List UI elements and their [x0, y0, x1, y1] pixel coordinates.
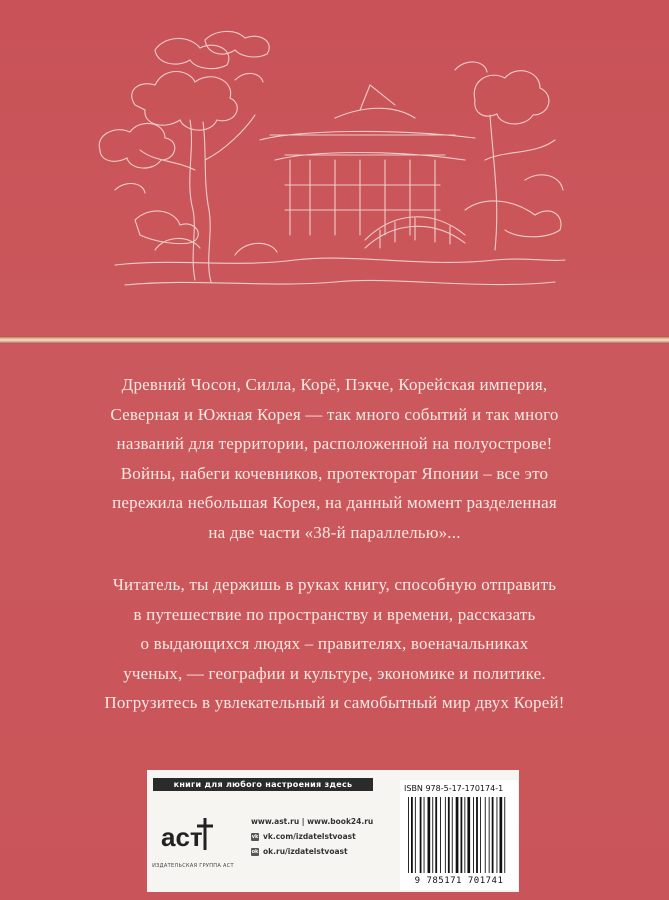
- barcode-bar: [473, 797, 474, 873]
- publisher-links: [251, 814, 373, 859]
- barcode-bar: [467, 797, 470, 873]
- barcode-bar: [432, 797, 433, 873]
- barcode-bar: [420, 797, 422, 873]
- ok-icon: ok: [251, 848, 259, 855]
- vk-link[interactable]: vk.com/izdatelstvoast: [263, 832, 356, 841]
- barcode-bar: [456, 797, 459, 873]
- barcode-bar: [424, 797, 425, 873]
- publisher-footer-panel: [147, 770, 519, 892]
- barcode-graphic: [406, 797, 514, 875]
- barcode-bar: [504, 797, 505, 873]
- barcode-bar: [448, 797, 450, 873]
- blurb-line: Северная и Южная Корея — так много событий и так много: [110, 404, 559, 424]
- barcode-bar: [492, 797, 494, 873]
- barcode-bar: [500, 797, 503, 873]
- blurb-line: о выдающихся людях – правителях, военачальниках: [140, 634, 529, 653]
- blurb-line: в путешествие по пространству и времени, рассказать: [133, 604, 536, 624]
- barcode-bar: [485, 797, 486, 873]
- barcode-bar: [440, 797, 441, 873]
- barcode-digits: 9 785171 701741: [414, 876, 504, 886]
- publisher-name: ИЗДАТЕЛЬСКАЯ ГРУППА АСТ: [152, 863, 234, 869]
- barcode-bar: [497, 797, 498, 873]
- gold-divider-band: [0, 336, 669, 344]
- barcode-bar: [452, 797, 453, 873]
- blurb-line: Войны, набеги кочевников, протекторат Японии – все это: [120, 463, 549, 483]
- ok-link[interactable]: ok.ru/izdatelstvoast: [263, 847, 348, 856]
- vk-icon: vk: [251, 833, 259, 840]
- tagline-banner: книги для любого настроения здесь: [153, 778, 373, 791]
- blurb-line: ученых, — географии и культуре, экономике и политике.: [123, 663, 546, 683]
- blurb-line: названий для территории, расположенной на полуострове!: [116, 434, 553, 453]
- ok-row: [251, 844, 373, 859]
- blurb-line: Погрузитесь в увлекательный и самобытный мир двух Корей!: [104, 693, 565, 712]
- blurb-paragraph-1: [20, 370, 649, 547]
- pagoda-garden-illustration: [95, 10, 575, 320]
- blurb-line: на две части «38-й параллелью»...: [208, 522, 461, 542]
- blurb-paragraph-2: [20, 570, 649, 718]
- isbn-number: ISBN 978-5-17-170174-1: [404, 784, 504, 793]
- barcode-bar: [435, 797, 437, 873]
- barcode-bar: [461, 797, 463, 873]
- barcode-bar: [428, 797, 431, 873]
- blurb-line: Древний Чосон, Силла, Корё, Пэкче, Корейская империя,: [121, 375, 548, 394]
- vk-row: [251, 829, 373, 844]
- barcode-bar: [415, 797, 416, 873]
- websites-link[interactable]: www.ast.ru | www.book24.ru: [251, 817, 374, 826]
- barcode-bar: [408, 797, 409, 873]
- isbn-barcode-box: [400, 780, 518, 890]
- barcode-bar: [489, 797, 490, 873]
- barcode-bar: [476, 797, 478, 873]
- websites-row: [251, 814, 373, 829]
- blurb-line: Читатель, ты держишь в руках книгу, способную отправить: [112, 575, 557, 594]
- ast-logo: [159, 812, 219, 858]
- barcode-bar: [445, 797, 446, 873]
- barcode-bar: [480, 797, 481, 873]
- barcode-bar: [411, 797, 413, 873]
- logo-text: аст: [161, 822, 203, 852]
- barcode-bar: [464, 797, 465, 873]
- blurb-line: пережила небольшая Корея, на данный момент разделенная: [112, 493, 557, 512]
